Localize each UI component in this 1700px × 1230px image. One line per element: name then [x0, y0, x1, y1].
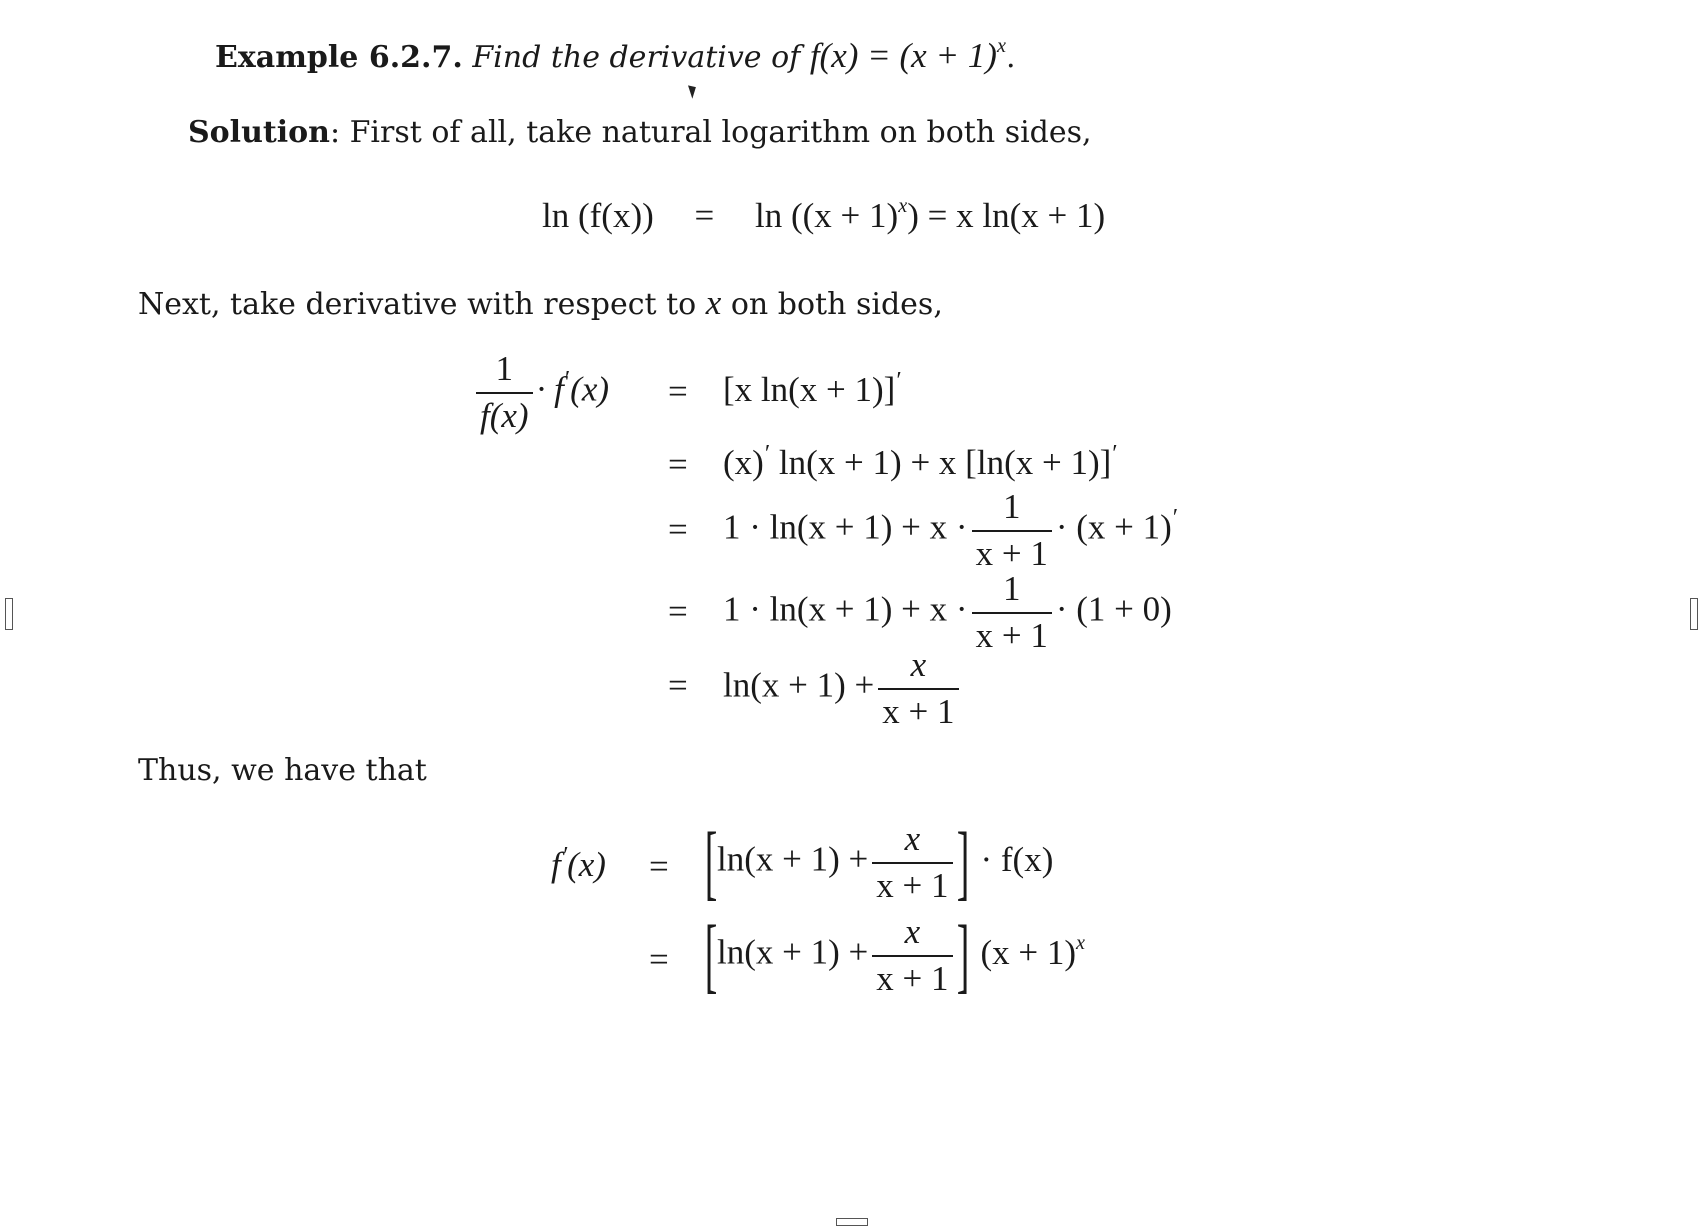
solution-label: Solution	[188, 115, 330, 150]
next-text-b: on both sides,	[730, 287, 943, 322]
deriv-r1: [x ln(x + 1)]	[723, 370, 896, 409]
next-text-a: Next, take derivative with respect to	[138, 287, 697, 322]
final-row1-tail: · f(x)	[980, 839, 1054, 879]
final-row1-inner: ln(x + 1) +	[716, 839, 869, 879]
deriv-rel-4: =	[668, 592, 688, 631]
deriv-r3a: 1 · ln(x + 1) + x ·	[723, 507, 968, 547]
deriv-r5-fraction	[878, 646, 958, 731]
deriv-r3-fraction	[972, 488, 1052, 573]
left-bracket: [	[704, 908, 718, 1002]
final-row2-tail-exp: x	[1076, 931, 1086, 954]
next-variable: x	[705, 283, 722, 322]
final-rel-2: =	[649, 940, 669, 979]
deriv-r5-den: x + 1	[882, 691, 955, 731]
example-label: Example 6.2.7.	[215, 40, 463, 75]
left-resize-handle[interactable]	[5, 598, 13, 630]
deriv-row-1	[723, 366, 902, 410]
eq1-rel: =	[694, 196, 715, 235]
right-bracket: ]	[956, 815, 969, 909]
eq1-lhs: ln (f(x))	[542, 196, 654, 235]
deriv-lhs-num: 1	[476, 350, 533, 394]
deriv-lhs-fraction	[476, 350, 533, 435]
eq1-rhs-b: ) = x ln(x + 1)	[907, 196, 1106, 235]
final-lhs	[551, 841, 606, 885]
deriv-r4a: 1 · ln(x + 1) + x ·	[723, 589, 968, 629]
deriv-r3b: · (x + 1)	[1055, 507, 1172, 547]
deriv-r5a: ln(x + 1) +	[723, 665, 875, 705]
heading-period: .	[1005, 40, 1016, 75]
eq1-rhs-a: ln ((x + 1)	[755, 196, 899, 235]
final-row1-fraction	[872, 820, 952, 905]
solution-text: : First of all, take natural logarithm on both sides,	[329, 115, 1092, 150]
example-function	[810, 36, 1006, 75]
example-statement: Find the derivative of	[472, 40, 801, 75]
deriv-r2b: ln(x + 1) + x [ln(x + 1)]	[770, 443, 1112, 482]
deriv-row-2	[723, 439, 1118, 483]
deriv-r4-den: x + 1	[975, 615, 1048, 655]
next-line	[138, 283, 943, 323]
deriv-rel-5: =	[668, 666, 688, 705]
final-rel-1: =	[649, 847, 669, 886]
deriv-row-3	[723, 488, 1178, 573]
final-row2-inner: ln(x + 1) +	[716, 932, 869, 972]
final-row2-num: x	[872, 913, 952, 957]
example-heading	[215, 36, 1016, 76]
final-row1-den: x + 1	[876, 865, 949, 905]
deriv-rel-3: =	[668, 510, 688, 549]
final-row2-tail	[980, 933, 1085, 972]
function-base: f(x) = (x + 1)	[809, 36, 997, 75]
function-exponent: x	[996, 34, 1006, 57]
deriv-lhs-tail2: (x)	[570, 369, 610, 409]
deriv-rel-2: =	[668, 445, 688, 484]
deriv-r4-fraction	[972, 570, 1052, 655]
final-row2-fraction	[872, 913, 952, 998]
mouse-cursor-icon	[688, 83, 699, 98]
right-bracket: ]	[956, 908, 969, 1002]
final-row2-den: x + 1	[876, 958, 949, 998]
prime-mark: ′	[1112, 439, 1118, 467]
deriv-row-5	[723, 646, 963, 731]
deriv-r4-num: 1	[972, 570, 1052, 614]
deriv-lhs-tail: · f	[536, 369, 564, 409]
deriv-r4b: · (1 + 0)	[1055, 589, 1172, 629]
final-lhs-a: f	[551, 845, 561, 884]
bottom-resize-handle[interactable]	[836, 1218, 868, 1226]
eq1-rhs-exp: x	[898, 194, 908, 217]
thus-line: Thus, we have that	[138, 753, 427, 788]
deriv-r5-num: x	[878, 646, 958, 690]
left-bracket: [	[704, 815, 718, 909]
eq1-rhs	[755, 196, 1105, 235]
deriv-r3-num: 1	[972, 488, 1052, 532]
final-row1-num: x	[872, 820, 952, 864]
deriv-row-4	[723, 570, 1172, 655]
deriv-r3-den: x + 1	[975, 533, 1048, 573]
final-row-2	[704, 908, 1086, 1002]
prime-mark: ′	[896, 366, 902, 394]
prime-mark: ′	[564, 366, 571, 394]
prime-mark: ′	[1172, 504, 1179, 532]
solution-line	[188, 115, 1092, 150]
deriv-lhs-den: f(x)	[480, 395, 529, 435]
deriv-r2a: (x)	[723, 443, 764, 482]
final-row2-tail-base: (x + 1)	[980, 932, 1077, 972]
deriv-lhs	[472, 350, 609, 435]
prime-mark: ′	[764, 439, 771, 467]
final-lhs-b: (x)	[567, 845, 606, 884]
equation-log	[542, 196, 1105, 236]
prime-mark: ′	[561, 841, 568, 869]
deriv-rel-1: =	[668, 372, 688, 411]
right-resize-handle[interactable]	[1690, 598, 1698, 630]
final-row-1	[704, 815, 1054, 909]
